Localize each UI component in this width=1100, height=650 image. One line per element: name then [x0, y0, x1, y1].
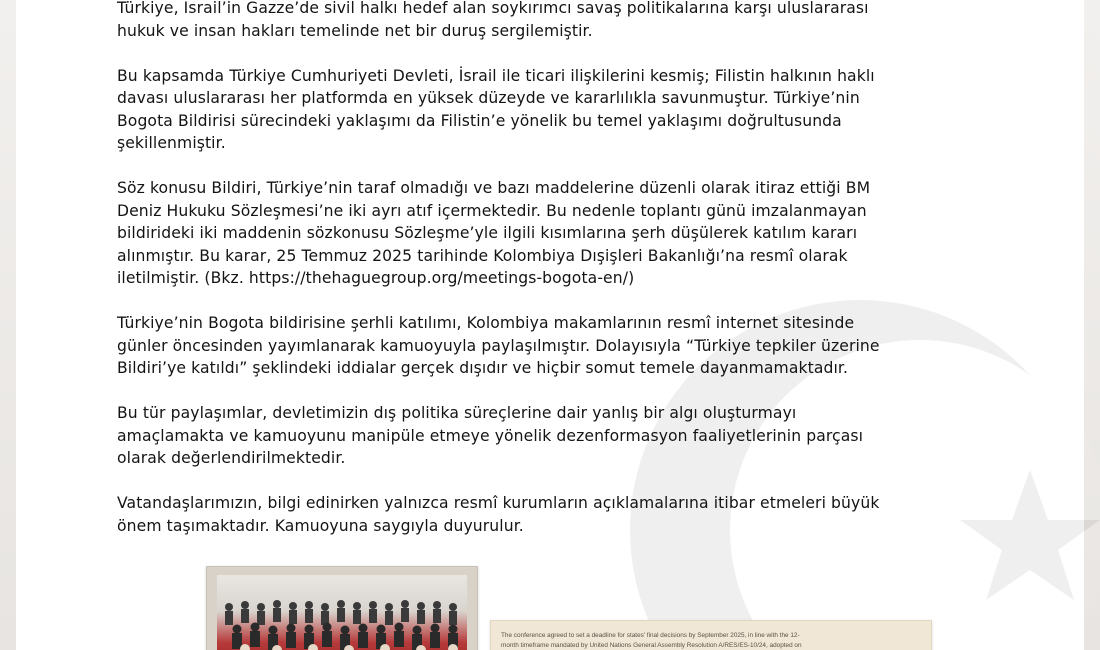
paragraph-unclos — [117, 177, 992, 290]
text-line-with-url: iletilmiştir. (Bkz. https://thehaguegroup.org/meetings-bogota-en/) — [117, 269, 635, 287]
paragraph-colombia — [117, 312, 992, 380]
delegates-crowd-image — [217, 587, 467, 650]
clipping-line: month timeframe mandated by United Nations General Assembly Resolution A/RES/ES-10/24, adopted on — [501, 642, 802, 649]
text-line: günler öncesinden yayımlanarak kamuoyuyla paylaşılmıştır. Dolayısıyla “Türkiye tepkiler üzerine — [117, 336, 880, 355]
text-line: Vatandaşlarımızın, bilgi edinirken yalnızca resmî kurumların açıklamalarına itibar etmeleri büyük — [117, 494, 880, 512]
text-line: şekillenmiştir. — [117, 134, 226, 152]
text-line: alınmıştır. Bu karar, 25 Temmuz 2025 tarihinde Kolombiya Dışişleri Bakanlığı’na resmî olarak — [117, 246, 848, 265]
group-photo-card — [206, 566, 478, 650]
text-line: Bildiri’ye katıldı” şeklindeki iddialar gerçek dışıdır ve hiçbir somut temele dayanmamaktadır. — [117, 359, 849, 377]
text-line: Deniz Hukuku Sözleşmesi’ne iki ayrı atıf içermektedir. Bu nedenle toplantı günü imzalanmayan — [117, 201, 867, 220]
text-line: amaçlamakta ve kamuoyunu manipüle etmeye yönelik dezenformasyon faaliyetlerinin parçası — [117, 426, 864, 445]
text-line: önem taşımaktadır. Kamuoyuna saygıyla duyurulur. — [117, 516, 524, 535]
text-line: Bogota Bildirisi sürecindeki yaklaşımı da Filistin’e yönelik bu temel yaklaşımı doğrultusunda — [117, 111, 842, 130]
clipping-text — [501, 631, 921, 650]
news-clipping — [490, 620, 932, 650]
text-line: davası uluslararası her platformda en yüksek düzeyde ve kararlılıkla savunmuştur. Türkiye’nin — [117, 89, 860, 107]
text-line: Bu tür paylaşımlar, devletimizin dış politika süreçlerine dair yanlış bir algı oluşturmayı — [117, 404, 797, 422]
group-photo — [217, 575, 467, 650]
text-line: bildirideki iki maddenin sözkonusu Sözleşme’yle ilgili kısımlarına şerh düşülerek katılım kararı — [117, 224, 858, 242]
text-line: hukuk ve insan hakları temelinde net bir duruş sergilemiştir. — [117, 21, 593, 40]
statement-body — [117, 0, 992, 560]
paragraph-closing — [117, 492, 992, 537]
left-border-band — [0, 0, 16, 650]
text-line: olarak değerlendirilmektedir. — [117, 449, 346, 467]
paragraph-disinformation — [117, 402, 992, 470]
text-line: Söz konusu Bildiri, Türkiye’nin taraf olmadığı ve bazı maddelerine düzenli olarak itiraz ettiği BM — [117, 179, 871, 197]
paragraph-intro — [117, 0, 992, 42]
paragraph-trade — [117, 65, 992, 155]
clipping-line: The conference agreed to set a deadline for states' final decisions by September 2025, in line with the 12- — [501, 632, 800, 639]
text-line: Türkiye’nin Bogota bildirisine şerhli katılımı, Kolombiya makamlarının resmî internet sitesinde — [117, 314, 855, 332]
text-line: Türkiye, İsrail’in Gazze’de sivil halkı hedef alan soykırımcı savaş politikalarına karşı uluslararası — [117, 0, 869, 17]
text-line: Bu kapsamda Türkiye Cumhuriyeti Devleti, İsrail ile ticari ilişkilerini kesmiş; Filistin halkının haklı — [117, 66, 875, 85]
